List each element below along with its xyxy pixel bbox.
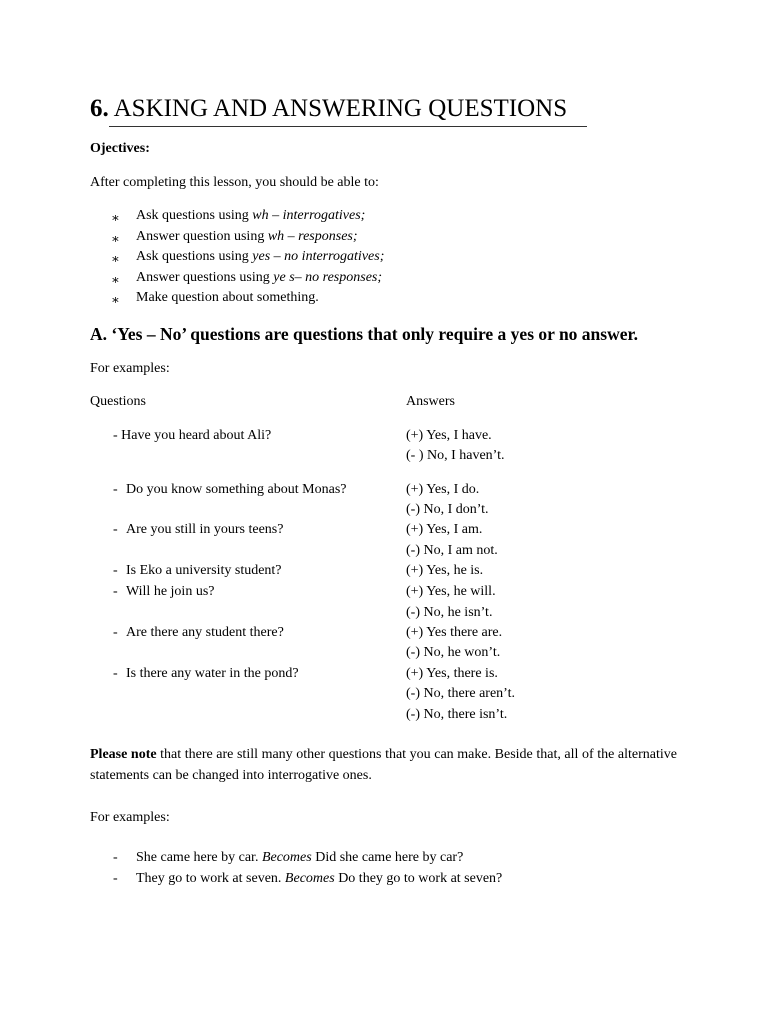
title-number: 6. [90,95,109,122]
answer-item: (+) Yes, there is. [406,666,498,681]
question-item: Is there any water in the pond? [126,666,299,681]
answer-item: (-) No, he isn’t. [406,605,493,620]
answer-item: (-) No, I am not. [406,543,498,558]
dash-marker: - [113,563,118,578]
list-item: Answer questions using ye s– no responses; [136,270,383,285]
for-examples-label: For examples: [90,361,170,376]
question-item: Are there any student there? [126,625,284,640]
example-item: They go to work at seven. Becomes Do they go to work at seven? [136,871,503,886]
answer-item: (+) Yes, he is. [406,563,484,578]
bullet-icon: ∗ [111,251,120,266]
objectives-intro: After completing this lesson, you should be able to: [90,175,379,190]
dash-marker: - [113,666,118,681]
dash-marker: - [113,625,118,640]
note-bold-lead: Please note [90,747,157,762]
dash-marker: - [113,522,118,537]
answer-item: (-) No, there isn’t. [406,707,508,722]
title-underline [109,126,587,127]
answer-item: (+) Yes, I have. [406,428,492,443]
bullet-icon: ∗ [111,272,120,287]
question-item: Will he join us? [126,584,215,599]
answer-item: (-) No, I don’t. [406,502,489,517]
note-body: that there are still many other questions that you can make. Beside that, all of the alternative statements can be changed into interrogative ones. [90,747,678,783]
question-item: Do you know something about Monas? [126,482,347,497]
answer-item: (- ) No, I haven’t. [406,448,505,463]
answer-item: (-) No, he won’t. [406,645,501,660]
answers-column-header: Answers [406,394,455,409]
dash-marker: - [113,584,118,599]
answer-item: (+) Yes there are. [406,625,503,640]
dash-marker: - [113,850,118,865]
section-a-heading: A. ‘Yes – No’ questions are questions that only require a yes or no answer. [90,324,639,344]
answer-item: (-) No, there aren’t. [406,686,515,701]
page-title [90,95,567,123]
questions-column-header: Questions [90,394,146,409]
for-examples-label-2: For examples: [90,810,170,825]
dash-marker: - [113,482,118,497]
list-item: Ask questions using wh – interrogatives; [136,208,366,223]
question-item: Is Eko a university student? [126,563,282,578]
question-item: - Have you heard about Ali? [113,428,272,443]
objectives-heading: Ojectives: [90,141,150,156]
note-paragraph [90,745,677,786]
answer-item: (+) Yes, I do. [406,482,480,497]
dash-marker: - [113,871,118,886]
title-text: ASKING AND ANSWERING QUESTIONS [113,95,568,122]
bullet-icon: ∗ [111,231,120,246]
list-item: Ask questions using yes – no interrogatives; [136,249,385,264]
question-item: Are you still in yours teens? [126,522,284,537]
list-item: Make question about something. [136,290,319,305]
list-item: Answer question using wh – responses; [136,229,358,244]
answer-item: (+) Yes, he will. [406,584,496,599]
bullet-icon: ∗ [111,292,120,307]
answer-item: (+) Yes, I am. [406,522,483,537]
example-item: She came here by car. Becomes Did she came here by car? [136,850,464,865]
bullet-icon: ∗ [111,210,120,225]
